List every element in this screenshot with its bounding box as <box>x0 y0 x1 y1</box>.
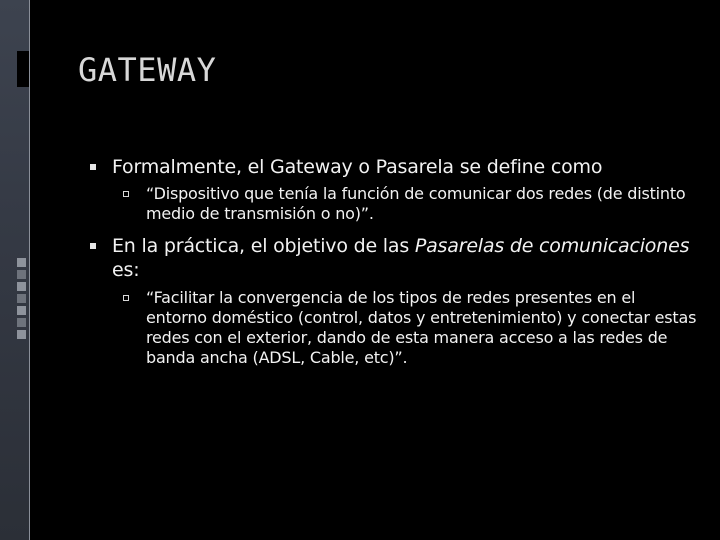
bullet-text-italic: Pasarelas de comunicaciones <box>414 235 690 257</box>
square-bullet-icon <box>90 164 96 170</box>
sub-bullet-item <box>123 184 700 224</box>
decorative-square <box>17 330 26 339</box>
decorative-square <box>17 282 26 291</box>
bullet-text: Formalmente, el Gateway o Pasarela se define como <box>112 156 603 178</box>
sub-bullet-item <box>123 288 700 368</box>
decorative-square <box>17 270 26 279</box>
bullet-item <box>90 155 700 179</box>
decorative-square <box>17 294 26 303</box>
hollow-square-bullet-icon <box>123 295 129 301</box>
decorative-square <box>17 318 26 327</box>
bullet-text-end: es: <box>112 259 140 281</box>
band-divider-line <box>29 0 30 540</box>
decorative-square <box>17 258 26 267</box>
decorative-square <box>17 306 26 315</box>
slide-body <box>90 155 700 368</box>
sub-bullet-text: “Dispositivo que tenía la función de comunicar dos redes (de distinto medio de transmisión o no)”. <box>146 184 686 223</box>
hollow-square-bullet-icon <box>123 191 129 197</box>
decorative-squares <box>17 258 26 342</box>
sub-bullet-text: “Facilitar la convergencia de los tipos de redes presentes en el entorno doméstico (control, datos y entretenimiento) y conectar estas redes con el exterior, dando de esta manera acceso a las redes de banda ancha (ADSL, Cable, etc)”. <box>146 288 697 367</box>
bullet-item <box>90 234 700 282</box>
title-marker-block <box>17 51 29 87</box>
slide-title: GATEWAY <box>78 51 217 89</box>
bullet-text-start: En la práctica, el objetivo de las <box>112 235 415 257</box>
square-bullet-icon <box>90 243 96 249</box>
